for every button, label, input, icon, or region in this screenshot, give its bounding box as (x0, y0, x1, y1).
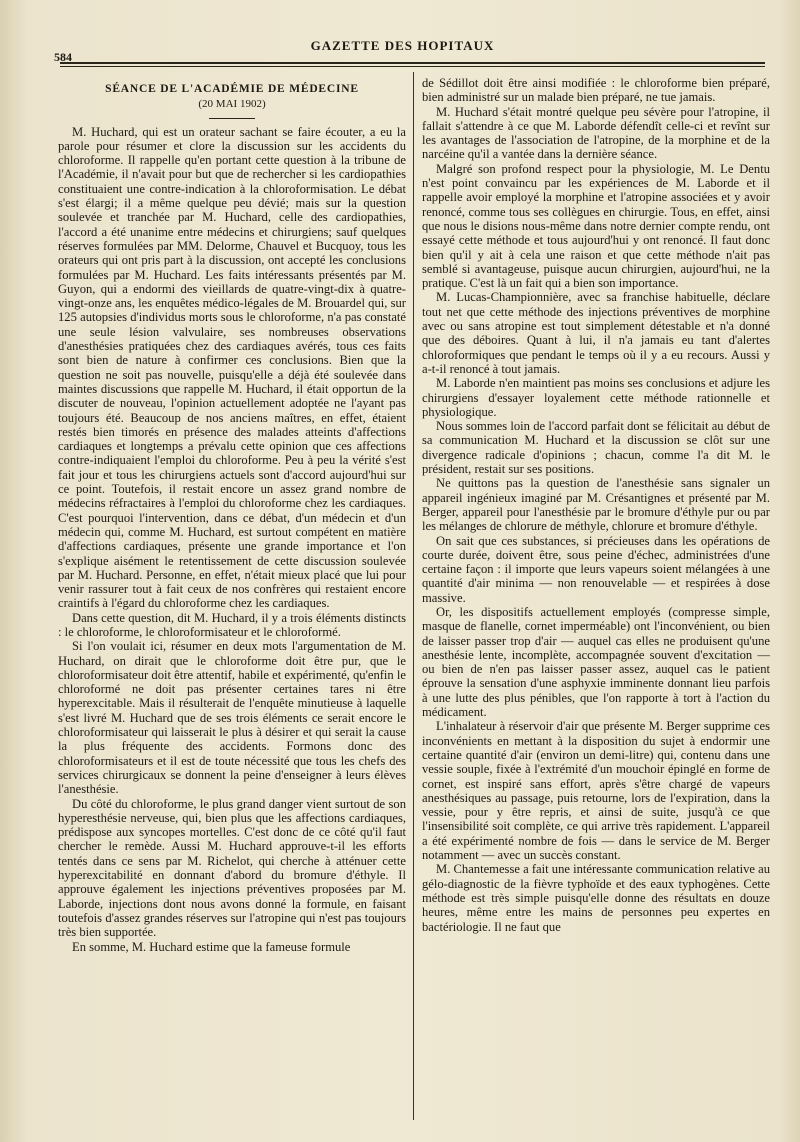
paragraph: M. Laborde n'en maintient pas moins ses conclusions et adjure les chirurgiens d'essayer loyalement cette méthode rationnelle et physiologique. (422, 376, 770, 419)
paragraph: Or, les dispositifs actuellement employés (compresse simple, masque de flanelle, cornet imperméable) ont l'inconvénient, ou bien de laisser passer trop d'air — auquel cas elles ne produisent qu'une anesthésie lente, incomplète, accompagnée souvent d'excitation — ou bien de n'en pas laisser passer assez, auquel cas le patient éprouve la sensation d'une asphyxie imminente donnant lieu parfois à une lutte des plus pénibles, que l'on rapporte à tort à l'action du médicament. (422, 604, 770, 720)
page-number: 584 (54, 50, 72, 64)
paragraph: M. Chantemesse a fait une intéressante communication relative au gélo-diagnostic de la fièvre typhoïde et des eaux typhogènes. Cette méthode est très simple puisqu'elle donne des résultats en douze heures, même entre les mains de personnes peu expertes en bactériologie. Il ne faut que (422, 862, 770, 934)
right-column (422, 76, 770, 934)
column-divider (413, 72, 414, 1120)
header-rule (60, 62, 765, 64)
paragraph: Malgré son profond respect pour la physiologie, M. Le Dentu n'est point convaincu par les expériences de M. Laborde et il rappelle avoir employé la morphine et l'atropine associées et y avoir renoncé, comme tous ses collègues en chirurgie. Tous, en effet, ainsi que nous le disions nous-même dans notre dernier compte rendu, ont essayé cette méthode et tous aujourd'hui y ont renoncé. Il faut donc bien qu'il y ait à cela une raison et que cette méthode n'ait pas semblé si avantageuse, puisque aucun chirurgien, aujourd'hui, ne la pratique. C'est là un fait qui a bien son importance. (422, 161, 770, 291)
paragraph: M. Huchard s'était montré quelque peu sévère pour l'atropine, il fallait s'attendre à ce que M. Laborde défendît celle-ci et revînt sur les avantages de l'association de l'atropine, de la morphine et de la narcéine qu'il a vantée dans la dernière séance. (422, 104, 770, 162)
left-column (58, 76, 406, 954)
section-title: SÉANCE DE L'ACADÉMIE DE MÉDECINE (105, 83, 359, 95)
header-rule-thin (60, 66, 765, 67)
paragraph: Nous sommes loin de l'accord parfait dont se félicitait au début de sa communication M. Huchard et la discussion se clôt sur une divergence radicale d'opinions ; chacun, comme l'a dit M. le président, restait sur ses positions. (422, 419, 770, 477)
page-header (40, 34, 765, 64)
section-date: (20 MAI 1902) (198, 98, 266, 111)
section-rule (209, 118, 255, 119)
paragraph: Du côté du chloroforme, le plus grand danger vient surtout de son hyperesthésie nerveuse, qui, bien plus que les affections cardiaques, prédispose aux syncopes mortelles. C'est donc de ce côté qu'il faut chercher le remède. Aussi M. Huchard approuve-t-il les efforts tentés dans ce sens par M. Richelot, qui cherche à atténuer cette hyperexcitabilité en donnant d'abord du bromure d'éthyle. Il approuve également les injections préventives proposées par M. Laborde, injections dont nous avons donné la formule, en faisant toutefois d'assez grandes réserves sur l'atropine qui n'est pas toujours très bien supportée. (58, 796, 406, 940)
paragraph: Si l'on voulait ici, résumer en deux mots l'argumentation de M. Huchard, on dirait que le chloroforme doit être pur, que le chloroformisateur doit être attentif, habile et expérimenté, qu'enfin le chloroformé ne doit pas présenter certaines tares ni être hyperexcitable. Mais il résulterait de l'enquête minutieuse à laquelle s'est livré M. Huchard que de ses trois éléments ce serait encore le chloroformisateur qui laisserait le plus à désirer et qui serait la cause la plus fréquente des accidents. Formons donc des chloroformisateurs et il est de toute nécessité que tous les chefs des services chirurgicaux se donnent la peine d'enseigner à leurs élèves l'anesthésie. (58, 639, 406, 797)
paragraph: On sait que ces substances, si précieuses dans les opérations de courte durée, doivent être, sous peine d'échec, administrées d'une certaine façon : il importe que leurs vapeurs soient mélangées à une quantité d'air minima — non renouvelable — et respirées à dose massive. (422, 533, 770, 605)
paragraph: M. Lucas-Championnière, avec sa franchise habituelle, déclare tout net que cette méthode des injections préventives de morphine avec ou sans atropine est tout simplement détestable et n'a donné que des déboires. Quant à lui, il n'a jamais eu tant d'alertes chloroformiques que pendant le temps où il y a eu recours. Aussi y a-t-il renoncé à tout jamais. (422, 290, 770, 376)
paragraph: de Sédillot doit être ainsi modifiée : le chloroforme bien préparé, bien administré sur un malade bien préparé, ne tue jamais. (422, 76, 770, 105)
paragraph: En somme, M. Huchard estime que la fameuse formule (72, 939, 351, 954)
journal-title: GAZETTE DES HOPITAUX (310, 38, 495, 53)
paragraph: Dans cette question, dit M. Huchard, il y a trois éléments distincts : le chloroforme, le chloroformisateur et le chloroformé. (58, 610, 406, 639)
paragraph: L'inhalateur à réservoir d'air que présente M. Berger supprime ces inconvénients en mettant à la disposition du sujet à endormir une certaine quantité d'air (environ un demi-litre) qui, contenu dans une vessie souple, fixée à l'extrémité d'un mouchoir épinglé en forme de cornet, est inspiré sans effort, après s'être chargé de vapeurs anesthésiques au passage, puis retourne, lors de l'expiration, dans la vessie, pour y être repris, et ainsi de suite, jusqu'à ce que l'insensibilité soit complète, ce qui arrive très rapidement. L'appareil a été expérimenté nombre de fois — dans le service de M. Berger notamment — avec un succès constant. (422, 719, 770, 863)
paragraph: Ne quittons pas la question de l'anesthésie sans signaler un appareil ingénieux imaginé par M. Crésantignes et présenté par M. Berger, appareil pour l'anesthésie par le bromure d'éthyle pur ou par les mélanges de chlorure de méthyle, chlorure et bromure d'éthyle. (422, 476, 770, 534)
paragraph: M. Huchard, qui est un orateur sachant se faire écouter, a eu la parole pour résumer et clore la discussion sur les accidents du chloroforme. Il rappelle qu'en portant cette question à la tribune de l'Académie, il n'avait pour but que de rechercher si les cardiopathies constituaient une contre-indication à la chloroformisation. Le débat s'est élargi; il a même quelque peu dévié; mais sur la question soulevée et tranchée par M. Huchard, celle des cardiopathies, l'accord a été unanime entre médecins et chirurgiens; sauf quelques réserves formulées par MM. Delorme, Chauvel et Bucquoy, tous les orateurs qui ont pris part à la discussion, ont accepté les conclusions formulées par M. Huchard. Les faits intéressants présentés par M. Guyon, qui a endormi des vieillards de quatre-vingt-dix à quatre-vingt-onze ans, les enquêtes médico-légales de M. Brouardel qui, sur 125 autopsies d'individus morts sous le chloroforme, n'a pas constaté une seule lésion valvulaire, ses nombreuses observations d'anesthésies pratiquées chez des cardiaques avérés, tous ces faits sont bien de nature à confirmer ces conclusions. Bien que la question ne soit pas nouvelle, puisqu'elle a déjà été soulevée dans maintes discussions que rappelle M. Huchard, il était opportun de la discuter de nouveau, l'opinion actuellement adoptée ne l'ayant pas toujours été. Beaucoup de nos anciens maîtres, en effet, étaient restés bien timorés en présence des malades atteints d'affections cardiaques et longtemps a prévalu cette opinion que ces affections contre-indiquaient l'emploi du chloroforme. Peu à peu la vérité s'est fait jour et tous les chirurgiens actuels sont d'accord aujourd'hui sur ce point. Toutefois, il restait encore un assez grand nombre de médecins réfractaires à l'emploi du chloroforme chez les cardiaques. C'est pourquoi l'intervention, dans ce débat, d'un médecin et d'un médecin qui, comme M. Huchard, est surtout compétent en matière d'affections cardiaques, présente une grande importance et l'on s'explique aisément le retentissement de cette discussion soulevée par M. Huchard. Personne, en effet, n'était mieux placé que lui pour venir rassurer tout à fait ceux de nos confrères qui restaient encore craintifs à l'égard du chloroforme chez les cardiaques. (58, 124, 406, 611)
